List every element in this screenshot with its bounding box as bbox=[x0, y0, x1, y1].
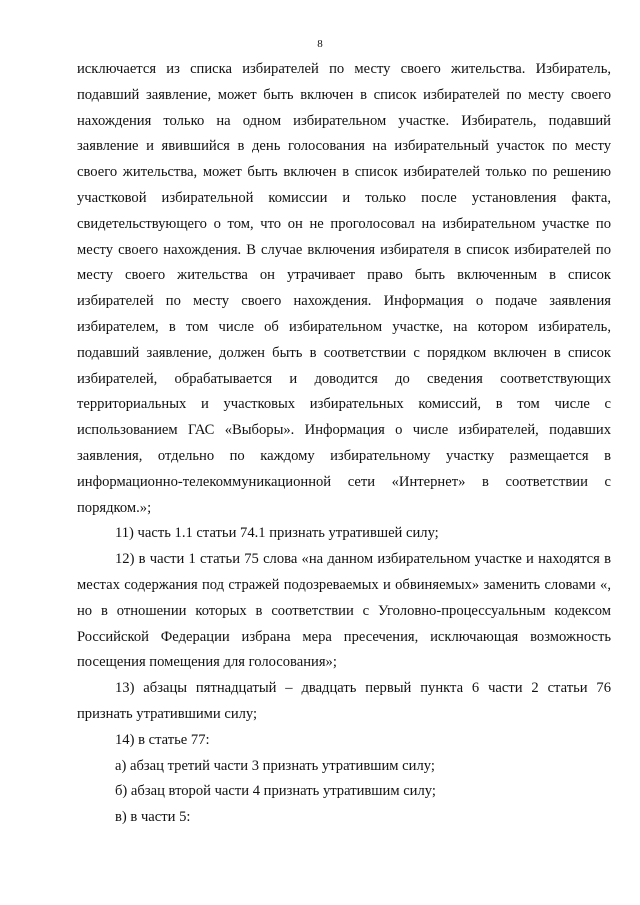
paragraph-continuation: исключается из списка избирателей по месту своего жительства. Избиратель, подавший заявление, может быть включен в список избирателей по месту своего нахождения только на одном избирательном участке. Избиратель, подавший заявление и явившийся в день голосования на избирательный участок по месту своего жительства, может быть включен в список избирателей только по решению участковой избирательной комиссии и только после установления факта, свидетельствующего о том, что он не проголосовал на избирательном участке по месту своего нахождения. В случае включения избирателя в список избирателей по месту своего жительства он утрачивает право быть включенным в список избирателей по месту своего нахождения. Информация о подаче заявления избирателем, в том числе об избирательном участке, на котором избиратель, подавший заявление, должен быть в соответствии с порядком включен в список избирателей, обрабатывается и доводится до сведения соответствующих территориальных и участковых избирательных комиссий, в том числе с использованием ГАС «Выборы». Информация о числе избирателей, подавших заявления, отдельно по каждому избирательному участку размещается в информационно-телекоммуникационной сети «Интернет» в соответствии с порядком.»; bbox=[77, 61, 611, 516]
paragraph-subitem-v: в) в части 5: bbox=[115, 809, 191, 826]
paragraph-item-12: 12) в части 1 статьи 75 слова «на данном избирательном участке и находятся в местах содержания под стражей подозреваемых и обвиняемых» заменить словами «, но в отношении которых в соответствии с Уголовно-процессуальным кодексом Российской Федерации избрана мера пресечения, исключающая возможность посещения помещения для голосования»; bbox=[77, 551, 611, 671]
paragraph-subitem-a: а) абзац третий части 3 признать утратившим силу; bbox=[115, 757, 435, 774]
paragraph-item-14: 14) в статье 77: bbox=[115, 731, 210, 748]
paragraph-item-11: 11) часть 1.1 статьи 74.1 признать утратившей силу; bbox=[115, 525, 439, 542]
page-number: 8 bbox=[317, 38, 323, 50]
paragraph-subitem-b: б) абзац второй части 4 признать утратившим силу; bbox=[115, 783, 436, 800]
paragraph-item-13: 13) абзацы пятнадцатый – двадцать первый пункта 6 части 2 статьи 76 признать утратившими силу; bbox=[77, 680, 611, 722]
document-body bbox=[77, 57, 611, 831]
